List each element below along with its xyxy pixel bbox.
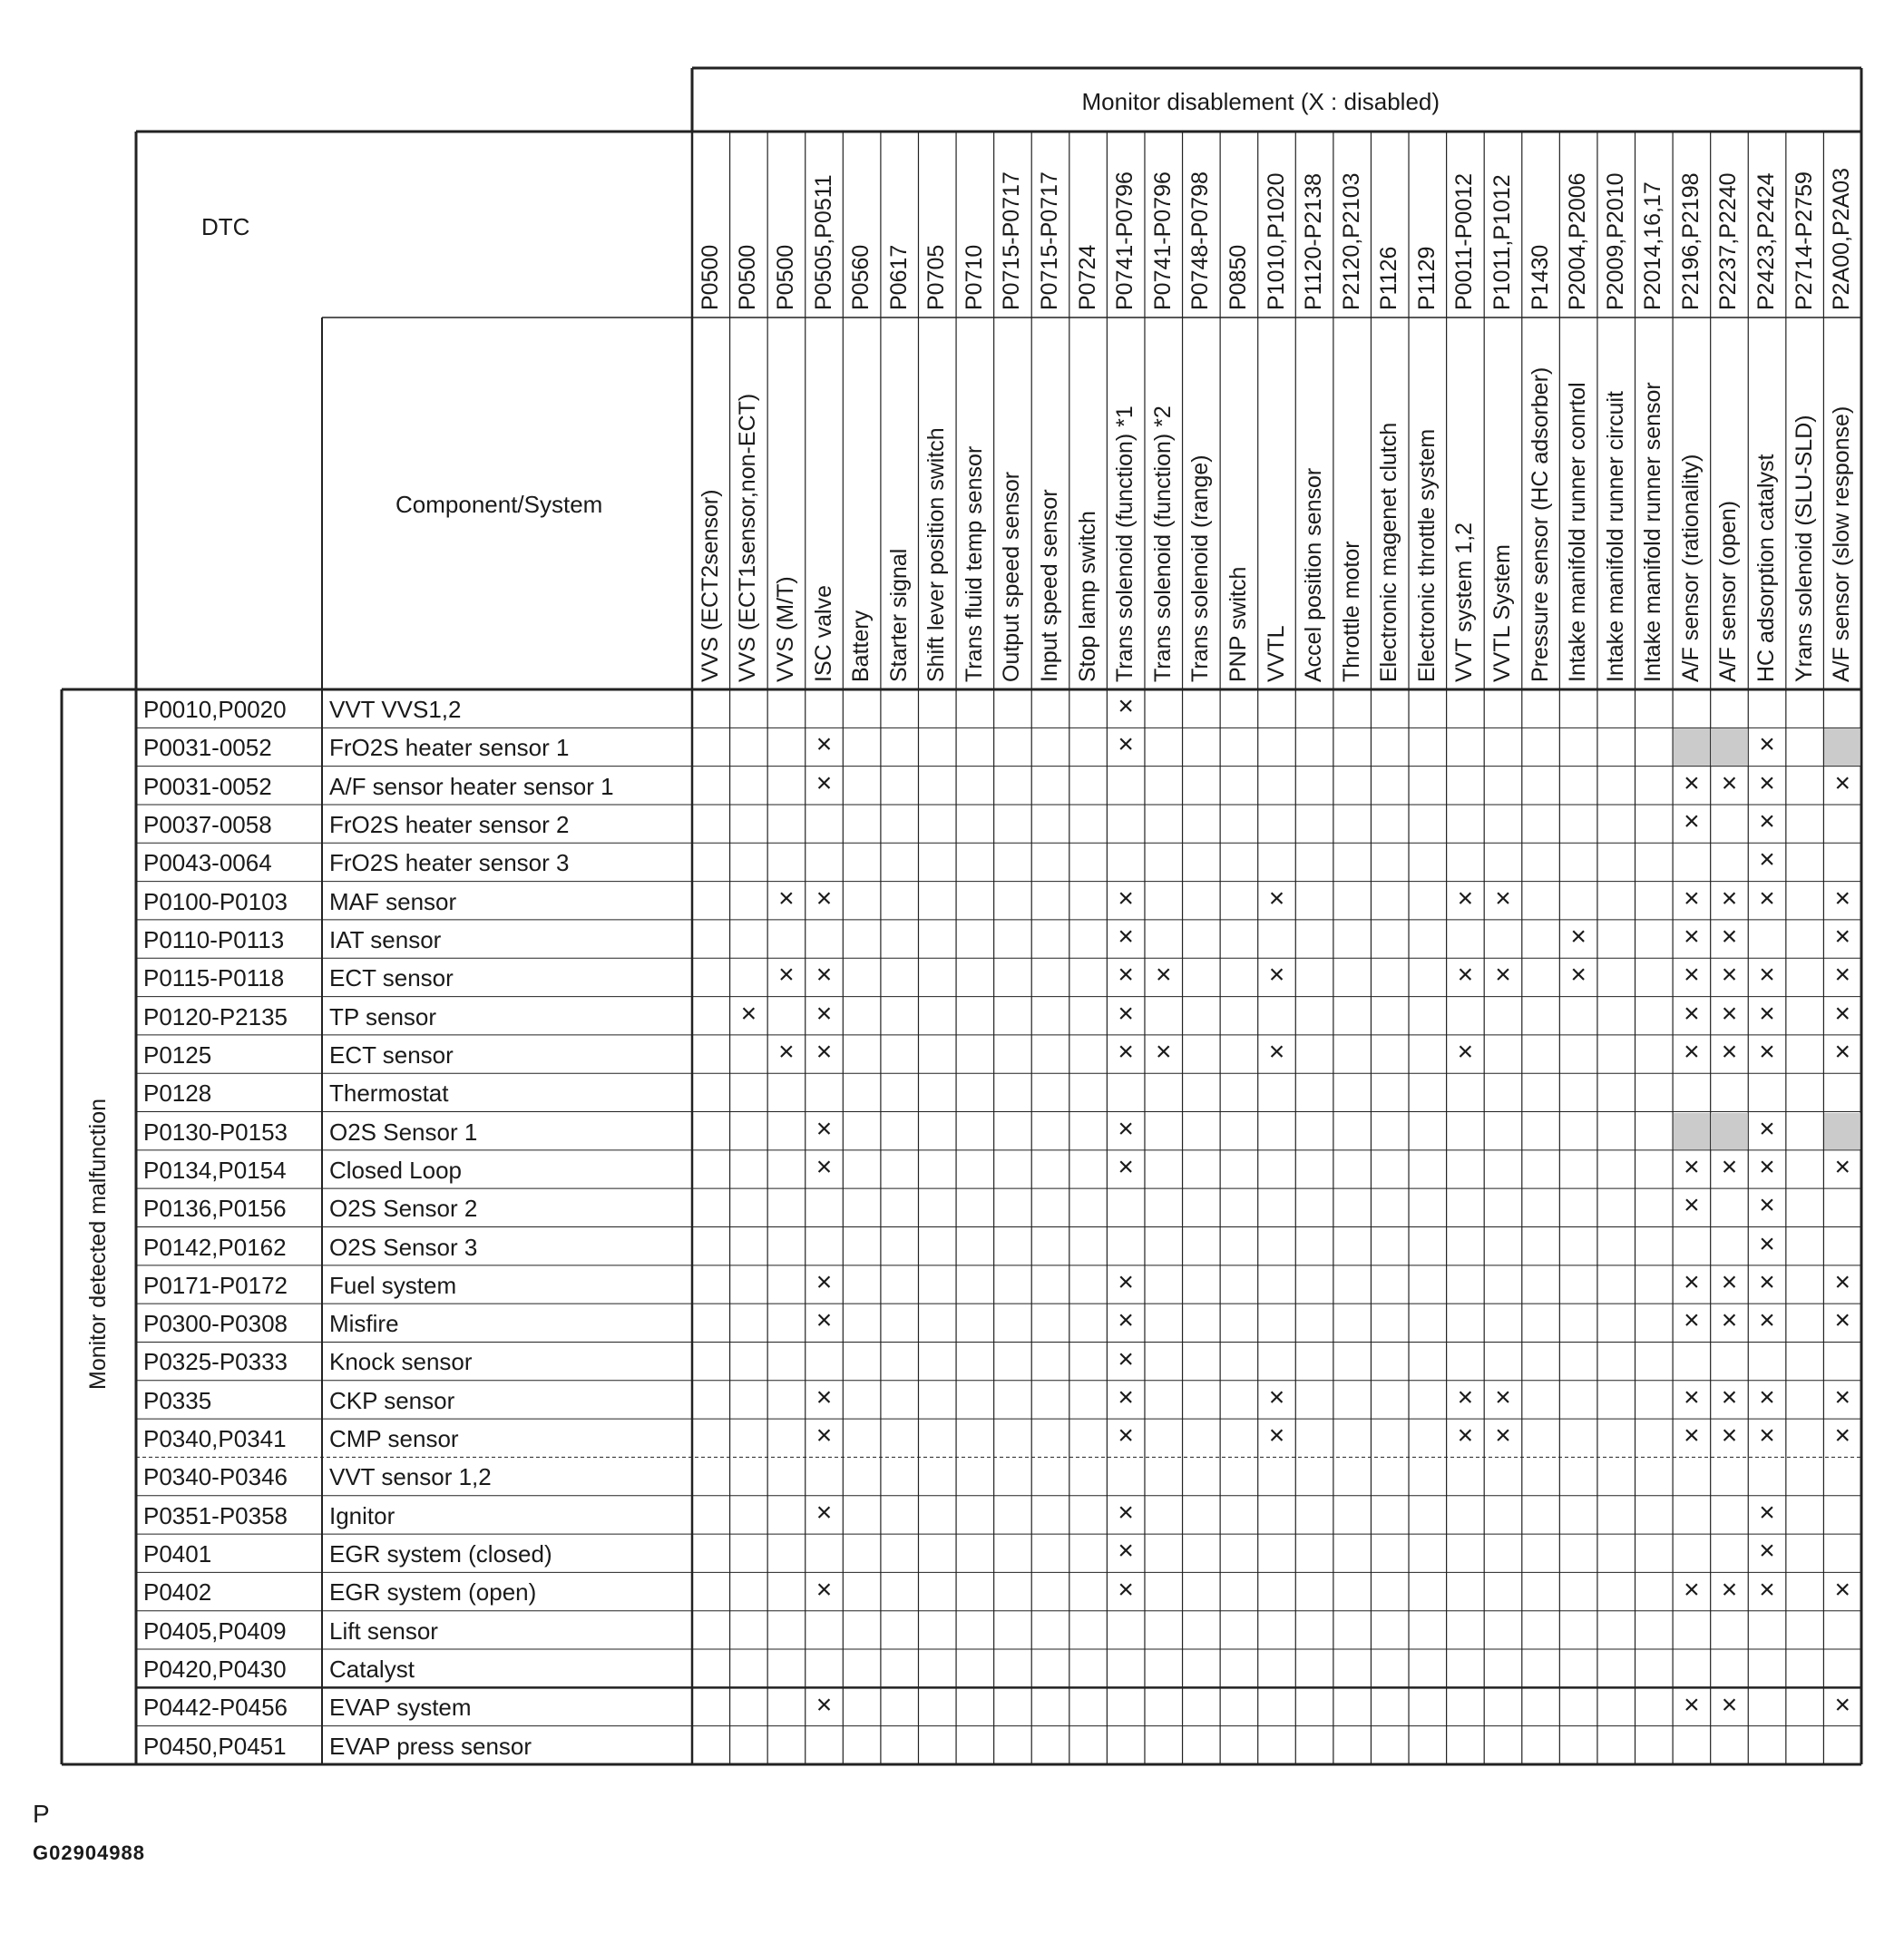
disabled-mark: × — [778, 1037, 795, 1068]
disabled-mark: × — [1759, 1190, 1775, 1221]
footer-letter: P — [33, 1800, 50, 1828]
disabled-mark: × — [1834, 1037, 1850, 1068]
row-dtc: P0134,P0154 — [143, 1156, 287, 1184]
disabled-mark: × — [1118, 1574, 1134, 1605]
column-component-name: Intake manifold runner sensor — [1640, 382, 1666, 682]
disabled-mark: × — [1684, 1037, 1700, 1068]
disabled-mark: × — [1118, 960, 1134, 991]
disabled-mark: × — [1834, 922, 1850, 952]
row-component: EVAP press sensor — [329, 1732, 532, 1760]
disabled-mark: × — [815, 1497, 833, 1528]
column-component-name: VVS (M/T) — [772, 576, 798, 682]
column-component-name: Intake manifold runner conrtol — [1565, 382, 1591, 682]
disabled-mark: × — [815, 1305, 833, 1336]
row-component: Misfire — [329, 1310, 399, 1338]
disabled-mark: × — [1684, 1421, 1700, 1451]
row-component: O2S Sensor 3 — [329, 1233, 478, 1261]
disabled-mark: × — [1118, 729, 1134, 760]
column-dtc-code: P2014,16,17 — [1640, 181, 1666, 310]
column-component-name: Electronic throttle system — [1413, 428, 1440, 682]
row-dtc: P0110-P0113 — [143, 925, 285, 953]
column-component-name: VVS (ECT2sensor) — [697, 489, 723, 682]
column-component-name: VVTL — [1263, 625, 1289, 682]
disabled-mark: × — [1834, 883, 1850, 913]
row-component: TP sensor — [329, 1002, 437, 1030]
column-component-name: Starter signal — [885, 548, 912, 682]
column-component-name: VVS (ECT1sensor,non-ECT) — [735, 393, 761, 682]
column-dtc-code: P1126 — [1376, 246, 1402, 310]
disabled-mark: × — [815, 767, 833, 798]
row-component: Fuel system — [329, 1271, 457, 1299]
disabled-mark: × — [1118, 1037, 1134, 1068]
disabled-mark: × — [1118, 1266, 1134, 1297]
disabled-mark: × — [815, 1574, 833, 1605]
disabled-mark: × — [1684, 883, 1700, 913]
row-component: EVAP system — [329, 1694, 472, 1722]
monitor-disablement-header: Monitor disablement (X : disabled) — [1081, 88, 1440, 115]
disabled-mark: × — [815, 1152, 833, 1183]
column-component-name: Throttle motor — [1338, 541, 1364, 682]
row-dtc: P0351-P0358 — [143, 1501, 288, 1529]
column-dtc-code: P0705 — [923, 244, 950, 310]
column-dtc-code: P2004,P2006 — [1565, 172, 1591, 310]
disabled-mark: × — [1684, 1689, 1700, 1720]
row-dtc: P0420,P0430 — [143, 1656, 287, 1684]
disabled-mark: × — [1684, 1382, 1700, 1412]
shaded-cell — [1712, 728, 1748, 765]
column-component-name: Output speed sensor — [999, 471, 1025, 682]
disabled-mark: × — [1721, 1574, 1738, 1605]
disabled-mark: × — [1684, 767, 1700, 798]
disabled-mark: × — [1118, 691, 1134, 722]
disabled-mark: × — [1118, 1382, 1134, 1412]
column-component-name: A/F sensor (open) — [1715, 500, 1742, 682]
column-dtc-code: P2A00,P2A03 — [1829, 167, 1855, 310]
row-dtc: P0340,P0341 — [143, 1425, 287, 1453]
disabled-mark: × — [1118, 1113, 1134, 1144]
row-dtc: P0115-P0118 — [143, 964, 285, 992]
disabled-mark: × — [1268, 1382, 1285, 1412]
disabled-mark: × — [1457, 960, 1474, 991]
disabled-mark: × — [1721, 1305, 1738, 1336]
column-dtc-code: P0715-P0717 — [1037, 171, 1063, 310]
disabled-mark: × — [1495, 960, 1511, 991]
column-dtc-code: P0748-P0798 — [1187, 171, 1214, 310]
row-component: VVT VVS1,2 — [329, 696, 462, 723]
disabled-mark: × — [1684, 1190, 1700, 1221]
disabled-mark: × — [1118, 998, 1134, 1029]
row-dtc: P0010,P0020 — [143, 696, 287, 723]
column-component-name: ISC valve — [810, 585, 836, 682]
disabled-mark: × — [1759, 1266, 1775, 1297]
disabled-mark: × — [1495, 883, 1511, 913]
row-component: ECT sensor — [329, 1040, 454, 1069]
disabled-mark: × — [1268, 1421, 1285, 1451]
disabled-mark: × — [1834, 1152, 1850, 1183]
disabled-mark: × — [1570, 922, 1587, 952]
row-dtc: P0136,P0156 — [143, 1195, 287, 1223]
disabled-mark: × — [1759, 1305, 1775, 1336]
disabled-mark: × — [1155, 960, 1172, 991]
column-dtc-code: P2009,P2010 — [1602, 172, 1628, 310]
column-dtc-code: P0741-P0796 — [1149, 171, 1176, 310]
disabled-mark: × — [1834, 998, 1850, 1029]
disabled-mark: × — [1834, 1382, 1850, 1412]
disabled-mark: × — [1118, 922, 1134, 952]
disabled-mark: × — [815, 1382, 833, 1412]
disabled-mark: × — [1759, 883, 1775, 913]
disabled-mark: × — [1457, 1382, 1474, 1412]
row-dtc: P0325-P0333 — [143, 1348, 288, 1376]
column-dtc-code: P2196,P2198 — [1677, 172, 1704, 310]
disabled-mark: × — [1759, 1497, 1775, 1528]
column-dtc-code: P1011,P1012 — [1489, 174, 1515, 310]
row-component: FrO2S heater sensor 2 — [329, 810, 570, 838]
disabled-mark: × — [1759, 1113, 1775, 1144]
column-dtc-code: P0617 — [885, 244, 912, 310]
disabled-mark: × — [1684, 806, 1700, 837]
disabled-mark: × — [1457, 883, 1474, 913]
column-component-name: VVT system 1,2 — [1451, 523, 1478, 682]
monitor-detected-malfunction-label: Monitor detected malfunction — [85, 1098, 111, 1390]
column-dtc-code: P0850 — [1225, 244, 1251, 310]
column-component-name: Trans solenoid (function) *1 — [1112, 405, 1138, 682]
row-dtc: P0037-0058 — [143, 810, 272, 838]
disabled-mark: × — [815, 998, 833, 1029]
disabled-mark: × — [815, 960, 833, 991]
row-dtc: P0120-P2135 — [143, 1002, 288, 1030]
disabled-mark: × — [1457, 1421, 1474, 1451]
disabled-mark: × — [1684, 1305, 1700, 1336]
row-component: MAF sensor — [329, 887, 457, 915]
disabled-mark: × — [1759, 1037, 1775, 1068]
row-dtc: P0401 — [143, 1540, 212, 1568]
shaded-cell — [1824, 1113, 1860, 1149]
row-component: VVT sensor 1,2 — [329, 1463, 492, 1491]
disabled-mark: × — [1684, 1266, 1700, 1297]
disabled-mark: × — [1721, 883, 1738, 913]
column-component-name: Electronic magenet clutch — [1376, 422, 1402, 682]
row-dtc: P0125 — [143, 1040, 212, 1069]
disabled-mark: × — [1759, 845, 1775, 875]
disabled-mark: × — [1118, 883, 1134, 913]
row-dtc: P0442-P0456 — [143, 1694, 288, 1722]
shaded-cell — [1824, 728, 1860, 765]
disabled-mark: × — [1834, 1305, 1850, 1336]
row-component: O2S Sensor 2 — [329, 1195, 478, 1223]
disabled-mark: × — [1118, 1152, 1134, 1183]
disabled-mark: × — [1268, 883, 1285, 913]
column-component-name: Yrans solenoid (SLU-SLD) — [1791, 415, 1817, 682]
disabled-mark: × — [1834, 767, 1850, 798]
column-component-name: Trans fluid temp sensor — [961, 445, 987, 682]
column-component-name: Intake manifold runner circuit — [1602, 391, 1628, 682]
row-component: Knock sensor — [329, 1348, 473, 1376]
disabled-mark: × — [1759, 767, 1775, 798]
disabled-mark: × — [1268, 1037, 1285, 1068]
disabled-mark: × — [1721, 1152, 1738, 1183]
column-dtc-code: P0011-P0012 — [1451, 172, 1478, 310]
shaded-cell — [1674, 1113, 1710, 1149]
column-dtc-code: P0741-P0796 — [1112, 171, 1138, 310]
row-component: Catalyst — [329, 1656, 415, 1684]
row-dtc: P0031-0052 — [143, 772, 272, 800]
row-component: FrO2S heater sensor 3 — [329, 849, 570, 877]
column-component-name: VVTL System — [1489, 544, 1515, 682]
disabled-mark: × — [1118, 1421, 1134, 1451]
disabled-mark: × — [1834, 1574, 1850, 1605]
column-component-name: Input speed sensor — [1037, 489, 1063, 682]
disabled-mark: × — [1759, 1152, 1775, 1183]
disabled-mark: × — [1834, 1421, 1850, 1451]
disabled-mark: × — [1721, 1382, 1738, 1412]
column-dtc-code: P0715-P0717 — [999, 171, 1025, 310]
row-component: Ignitor — [329, 1501, 395, 1529]
disabled-mark: × — [1759, 1228, 1775, 1259]
column-component-name: Stop lamp switch — [1074, 511, 1100, 682]
row-dtc: P0100-P0103 — [143, 887, 288, 915]
disabled-mark: × — [1118, 1536, 1134, 1567]
column-dtc-code: P0724 — [1074, 244, 1100, 310]
column-component-name: Trans solenoid (range) — [1187, 454, 1214, 682]
column-dtc-code: P0500 — [697, 244, 723, 310]
disabled-mark: × — [1759, 960, 1775, 991]
row-component: CMP sensor — [329, 1425, 459, 1453]
column-component-name: PNP switch — [1225, 566, 1251, 682]
disabled-mark: × — [1759, 1574, 1775, 1605]
disabled-mark: × — [1721, 767, 1738, 798]
dtc-header: DTC — [201, 213, 250, 240]
disabled-mark: × — [1759, 998, 1775, 1029]
disabled-mark: × — [1684, 922, 1700, 952]
row-component: Thermostat — [329, 1079, 449, 1108]
figure-id: G02904988 — [33, 1841, 145, 1864]
row-component: EGR system (closed) — [329, 1540, 552, 1568]
disabled-mark: × — [1721, 1037, 1738, 1068]
column-component-name: HC adsorption catalyst — [1753, 454, 1780, 682]
row-dtc: P0171-P0172 — [143, 1271, 288, 1299]
disabled-mark: × — [778, 960, 795, 991]
disabled-mark: × — [1684, 960, 1700, 991]
disabled-mark: × — [1457, 1037, 1474, 1068]
disabled-mark: × — [1721, 1421, 1738, 1451]
row-dtc: P0340-P0346 — [143, 1463, 288, 1491]
disabled-mark: × — [1721, 960, 1738, 991]
row-dtc: P0130-P0153 — [143, 1118, 288, 1146]
column-dtc-code: P0710 — [961, 244, 987, 310]
disabled-mark: × — [815, 729, 833, 760]
row-component: Lift sensor — [329, 1617, 438, 1645]
disabled-mark: × — [815, 883, 833, 913]
row-dtc: P0128 — [143, 1079, 212, 1108]
column-component-name: Pressure sensor (HC adsorber) — [1527, 366, 1553, 682]
disabled-mark: × — [815, 1037, 833, 1068]
column-component-name: Trans solenoid (function) *2 — [1149, 405, 1176, 682]
disabled-mark: × — [1759, 729, 1775, 760]
column-component-name: Battery — [848, 610, 874, 682]
column-dtc-code: P2714-P2759 — [1791, 171, 1817, 310]
column-dtc-code: P1129 — [1413, 246, 1440, 310]
column-component-name: Accel position sensor — [1301, 467, 1327, 682]
row-dtc: P0405,P0409 — [143, 1617, 287, 1645]
disabled-mark: × — [815, 1421, 833, 1451]
disabled-mark: × — [1721, 922, 1738, 952]
row-dtc: P0142,P0162 — [143, 1233, 287, 1261]
disabled-mark: × — [1759, 1382, 1775, 1412]
row-component: O2S Sensor 1 — [329, 1118, 478, 1146]
column-dtc-code: P1120-P2138 — [1301, 172, 1327, 310]
row-component: EGR system (open) — [329, 1578, 537, 1607]
row-component: FrO2S heater sensor 1 — [329, 734, 570, 762]
row-component: ECT sensor — [329, 964, 454, 992]
row-dtc: P0031-0052 — [143, 734, 272, 762]
disabled-mark: × — [1570, 960, 1587, 991]
row-dtc: P0402 — [143, 1578, 212, 1607]
disabled-mark: × — [1721, 1266, 1738, 1297]
disabled-mark: × — [778, 883, 795, 913]
column-dtc-code: P0560 — [848, 244, 874, 310]
disabled-mark: × — [815, 1266, 833, 1297]
component-system-header: Component/System — [395, 491, 603, 518]
column-component-name: Shift lever position switch — [923, 427, 950, 682]
disabled-mark: × — [1155, 1037, 1172, 1068]
disabled-mark: × — [1684, 998, 1700, 1029]
disabled-mark: × — [1759, 1536, 1775, 1567]
column-component-name: A/F sensor (rationality) — [1677, 454, 1704, 682]
disabled-mark: × — [1495, 1382, 1511, 1412]
column-dtc-code: P1430 — [1527, 244, 1553, 310]
column-dtc-code: P1010,P1020 — [1263, 172, 1289, 310]
disabled-mark: × — [1684, 1574, 1700, 1605]
row-dtc: P0043-0064 — [143, 849, 272, 877]
disabled-mark: × — [1684, 1152, 1700, 1183]
disabled-mark: × — [815, 1113, 833, 1144]
row-component: IAT sensor — [329, 925, 442, 953]
disabled-mark: × — [1834, 1266, 1850, 1297]
shaded-cell — [1712, 1113, 1748, 1149]
disabled-mark: × — [1834, 1689, 1850, 1720]
disabled-mark: × — [1721, 998, 1738, 1029]
row-dtc: P0450,P0451 — [143, 1732, 287, 1760]
shaded-cell — [1674, 728, 1710, 765]
column-dtc-code: P0500 — [735, 244, 761, 310]
disabled-mark: × — [1268, 960, 1285, 991]
row-component: CKP sensor — [329, 1386, 455, 1414]
disabled-mark: × — [1118, 1343, 1134, 1374]
disabled-mark: × — [1118, 1305, 1134, 1336]
row-dtc: P0300-P0308 — [143, 1310, 288, 1338]
disabled-mark: × — [1759, 1421, 1775, 1451]
disabled-mark: × — [1834, 960, 1850, 991]
column-dtc-code: P2237,P2240 — [1715, 172, 1742, 310]
column-dtc-code: P0505,P0511 — [810, 174, 836, 310]
disabled-mark: × — [740, 998, 757, 1029]
row-dtc: P0335 — [143, 1386, 212, 1414]
column-dtc-code: P0500 — [772, 244, 798, 310]
column-dtc-code: P2423,P2424 — [1753, 172, 1780, 310]
column-dtc-code: P2120,P2103 — [1338, 172, 1364, 310]
disabled-mark: × — [815, 1689, 833, 1720]
row-component: A/F sensor heater sensor 1 — [329, 772, 614, 800]
disabled-mark: × — [1495, 1421, 1511, 1451]
row-component: Closed Loop — [329, 1156, 462, 1184]
disabled-mark: × — [1118, 1497, 1134, 1528]
column-component-name: A/F sensor (slow response) — [1829, 405, 1855, 682]
disabled-mark: × — [1721, 1689, 1738, 1720]
disabled-mark: × — [1759, 806, 1775, 837]
